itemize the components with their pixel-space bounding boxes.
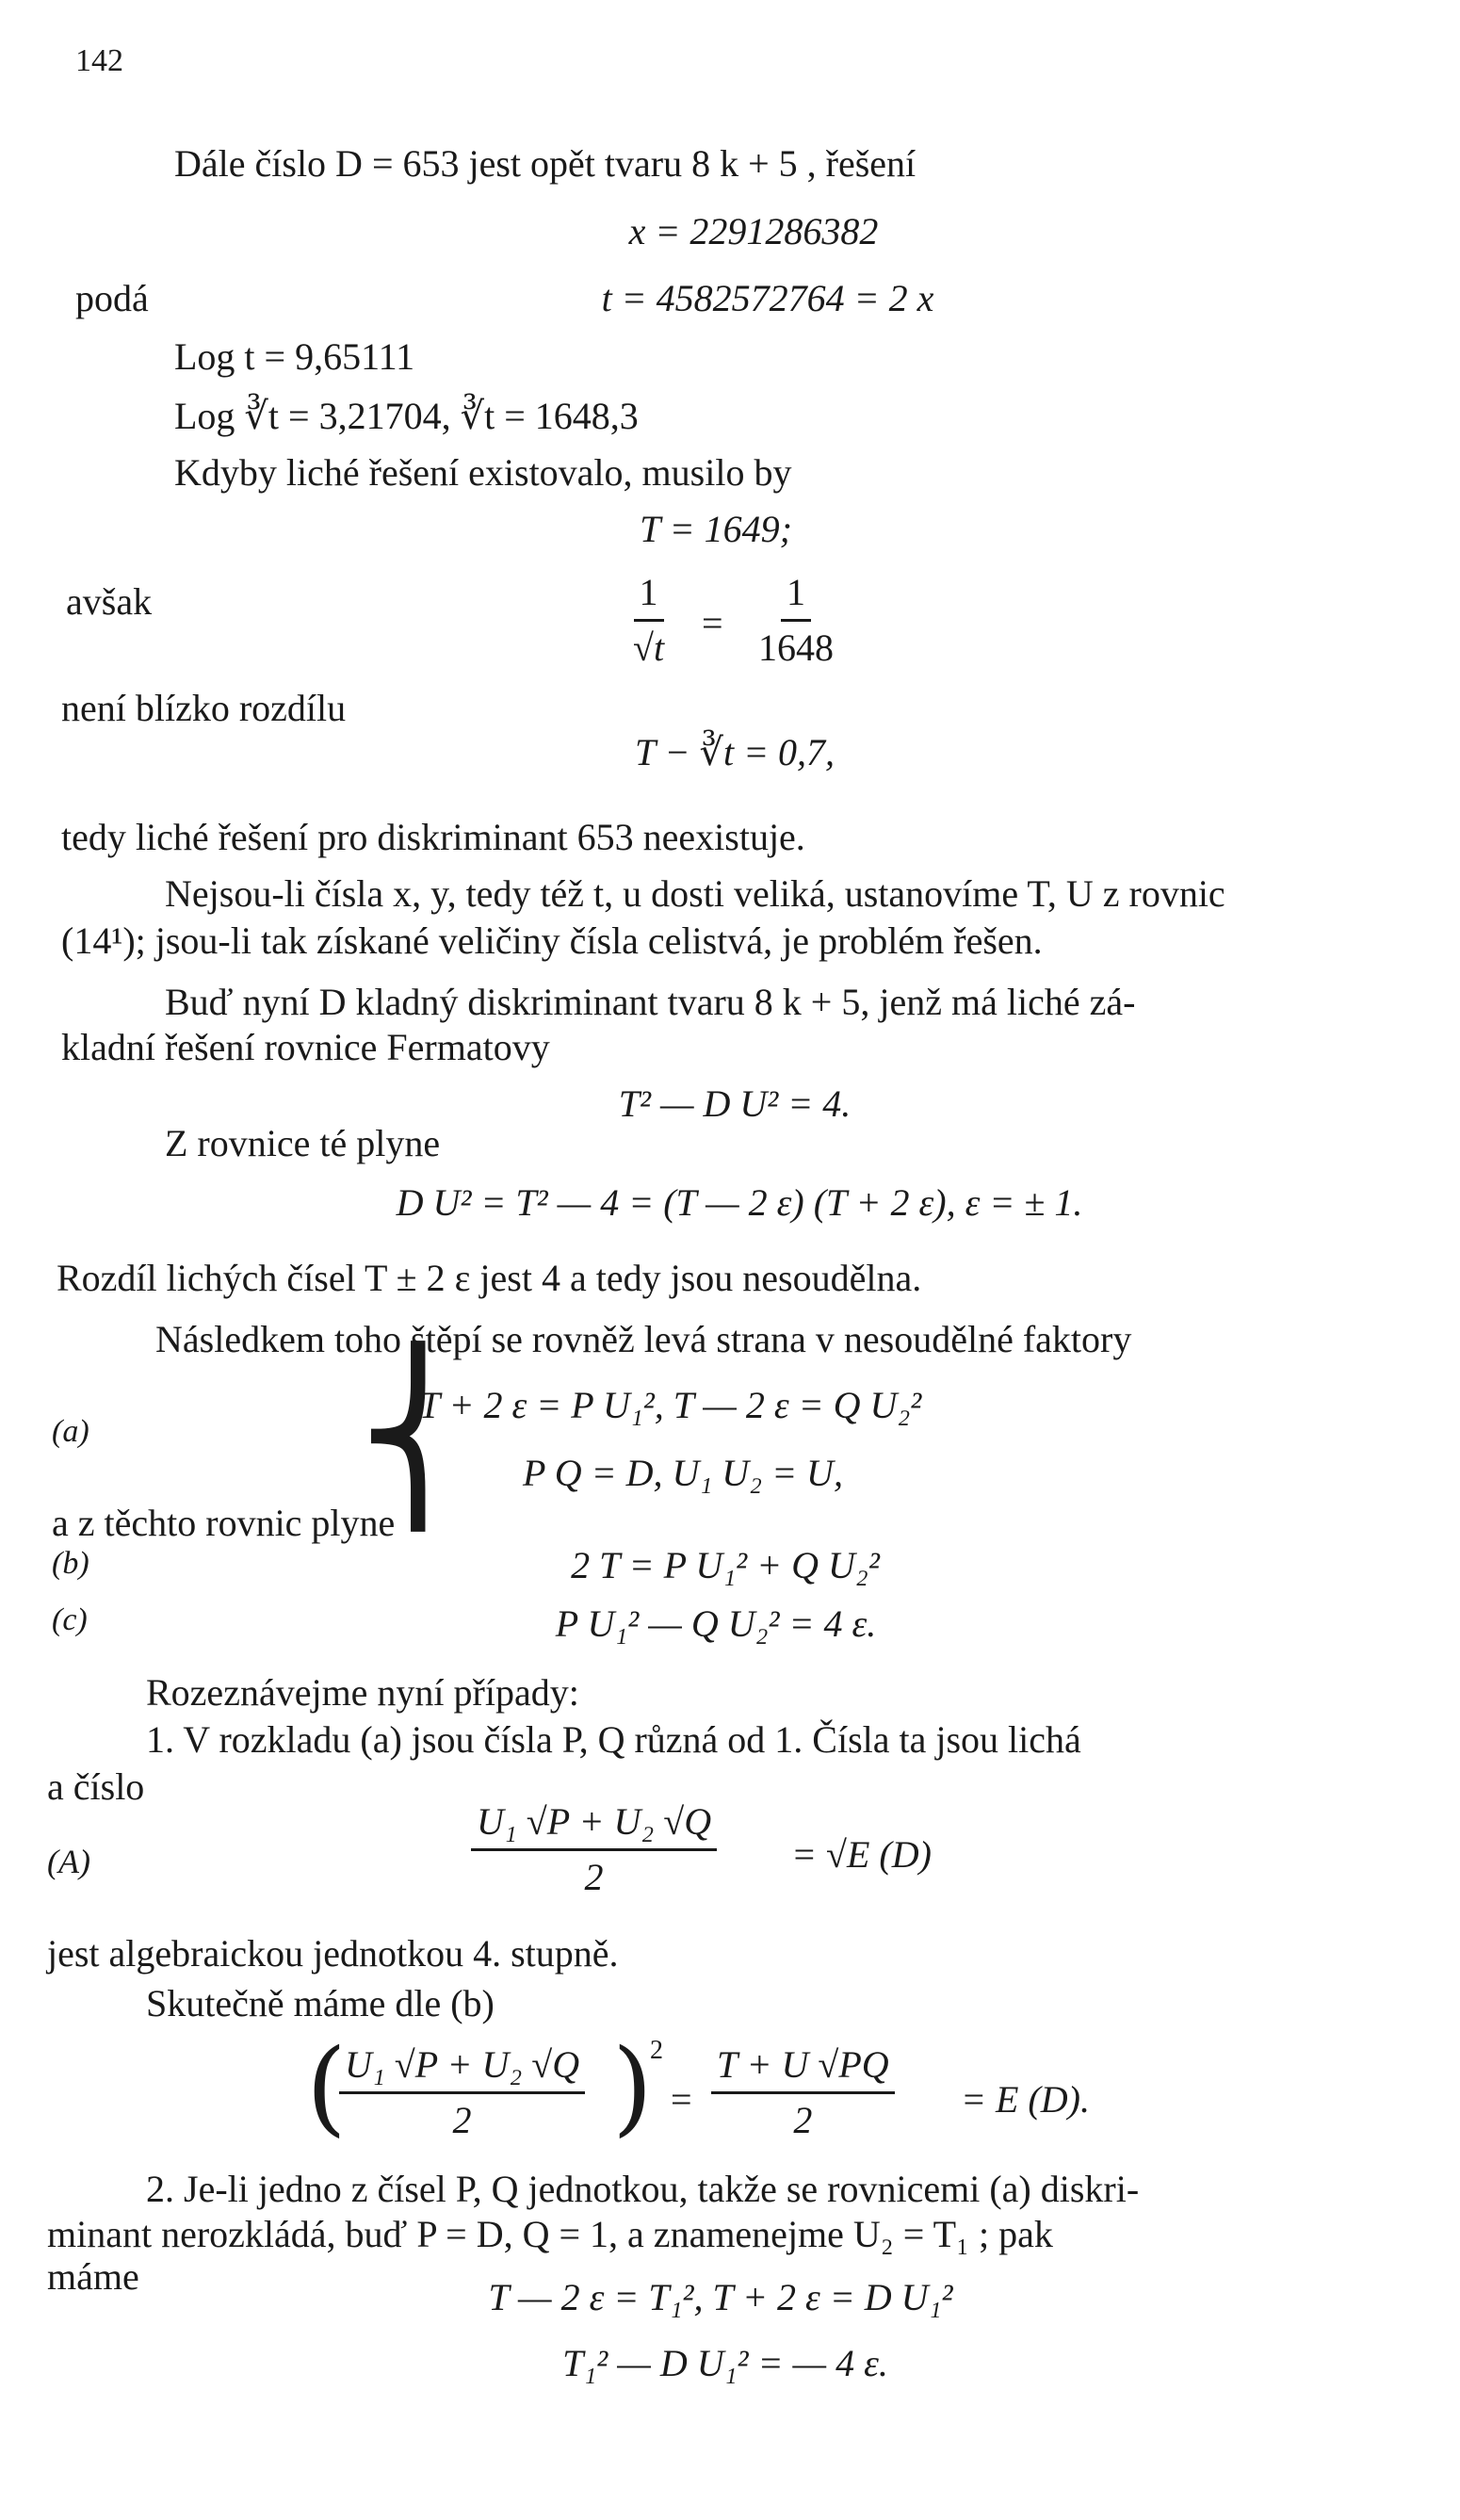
text-line: Skutečně máme dle (b) xyxy=(146,1982,495,2024)
text-line: Z rovnice té plyne xyxy=(165,1122,441,1164)
right-paren: ) xyxy=(612,2026,653,2147)
text-line: Dále číslo D = 653 jest opět tvaru 8 k + 5 , řešení xyxy=(174,142,917,185)
equation-final-1: T — 2 ε = T₁², T + 2 ε = D U₁² xyxy=(488,2276,953,2318)
equation-final-2: T₁² — D U₁² = — 4 ε. xyxy=(562,2342,888,2384)
text-line: Kdyby liché řešení existovalo, musilo by xyxy=(174,451,792,494)
equation-label-a: (a) xyxy=(52,1414,89,1449)
left-paren: ( xyxy=(306,2026,347,2147)
equation-S-rhs: = E (D). xyxy=(961,2078,1090,2121)
brace: ⎨ xyxy=(358,1343,479,1530)
text-line: Buď nyní D kladný diskriminant tvaru 8 k + 5, jenž má liché zá- xyxy=(165,981,1136,1023)
equation-t: t = 4582572764 = 2 x xyxy=(601,277,934,319)
text-line: podá xyxy=(75,277,149,319)
equation-label-c: (c) xyxy=(52,1602,88,1637)
fraction-denominator: 1648 xyxy=(758,626,834,669)
equation-c: P U₁² — Q U₂² = 4 ε. xyxy=(555,1602,877,1645)
equation-factorization: D U² = T² — 4 = (T — 2 ε) (T + 2 ε), ε = ± 1. xyxy=(396,1181,1083,1224)
text-line: kladní řešení rovnice Fermatovy xyxy=(61,1026,550,1068)
text-line: Rozdíl lichých čísel T ± 2 ε jest 4 a tedy jsou nesoudělna. xyxy=(57,1257,922,1299)
fraction-denominator: 2 xyxy=(584,1856,604,1898)
fraction-denominator: 2 xyxy=(793,2099,813,2141)
text-line: Následkem toho štěpí se rovněž levá strana v nesoudělné faktory xyxy=(155,1318,1132,1360)
fraction-numerator: T + U √PQ xyxy=(711,2042,895,2094)
equation-a-second: P Q = D, U₁ U₂ = U, xyxy=(523,1452,843,1494)
equals-sign: = xyxy=(671,2078,692,2121)
exponent: 2 xyxy=(650,2036,663,2065)
equation-log-t: Log t = 9,65111 xyxy=(174,335,415,378)
equation-a-first: T + 2 ε = P U₁², T — 2 ε = Q U₂² xyxy=(419,1384,922,1426)
fraction-unit xyxy=(471,1799,717,1900)
text-line: 1. V rozkladu (a) jsou čísla P, Q různá od 1. Čísla ta jsou lichá xyxy=(146,1718,1081,1761)
text-line: není blízko rozdílu xyxy=(61,687,347,729)
page-number: 142 xyxy=(75,43,123,78)
fraction-numerator: 1 xyxy=(634,570,664,622)
equals-sign: = xyxy=(702,602,723,644)
fraction-left xyxy=(633,570,664,671)
text-line: minant nerozkládá, buď P = D, Q = 1, a znamenejme U₂ = T₁ ; pak xyxy=(47,2213,1053,2255)
equation-label-A: (A) xyxy=(47,1843,90,1880)
text-line: máme xyxy=(47,2255,139,2298)
equation-log-cbrt-t: Log ∛t = 3,21704, ∛t = 1648,3 xyxy=(174,395,639,437)
equation-A-rhs: = √E (D) xyxy=(791,1833,932,1876)
fraction-norm xyxy=(711,2042,895,2143)
equation-x: x = 2291286382 xyxy=(628,210,879,252)
text-line: 2. Je-li jedno z čísel P, Q jednotkou, takže se rovnicemi (a) diskri- xyxy=(146,2168,1140,2210)
text-line: (14¹); jsou-li tak získané veličiny čísla celistvá, je problém řešen. xyxy=(61,919,1043,962)
text-line: a číslo xyxy=(47,1765,145,1808)
fraction-denominator: √t xyxy=(633,626,665,669)
text-line: a z těchto rovnic plyne xyxy=(52,1502,396,1544)
text-line: Nejsou-li čísla x, y, tedy též t, u dosti veliká, ustanovíme T, U z rovnic xyxy=(165,872,1225,915)
fraction-numerator: U₁ √P + U₂ √Q xyxy=(339,2042,585,2094)
text-line: avšak xyxy=(66,580,153,623)
fraction-denominator: 2 xyxy=(452,2099,472,2141)
text-line: tedy liché řešení pro diskriminant 653 neexistuje. xyxy=(61,816,805,858)
fraction-numerator: U₁ √P + U₂ √Q xyxy=(471,1799,717,1851)
fraction-numerator: 1 xyxy=(781,570,811,622)
equation-difference: T − ∛t = 0,7, xyxy=(634,731,835,773)
text-line: Rozeznávejme nyní případy: xyxy=(146,1671,579,1714)
equation-label-b: (b) xyxy=(52,1546,89,1581)
equation-b: 2 T = P U₁² + Q U₂² xyxy=(571,1544,880,1586)
equation-T: T = 1649; xyxy=(640,508,792,550)
fraction-right xyxy=(758,570,834,671)
text-line: jest algebraickou jednotkou 4. stupně. xyxy=(47,1932,619,1975)
equation-fermat: T² — D U² = 4. xyxy=(618,1082,852,1125)
fraction-square-base xyxy=(339,2042,585,2143)
